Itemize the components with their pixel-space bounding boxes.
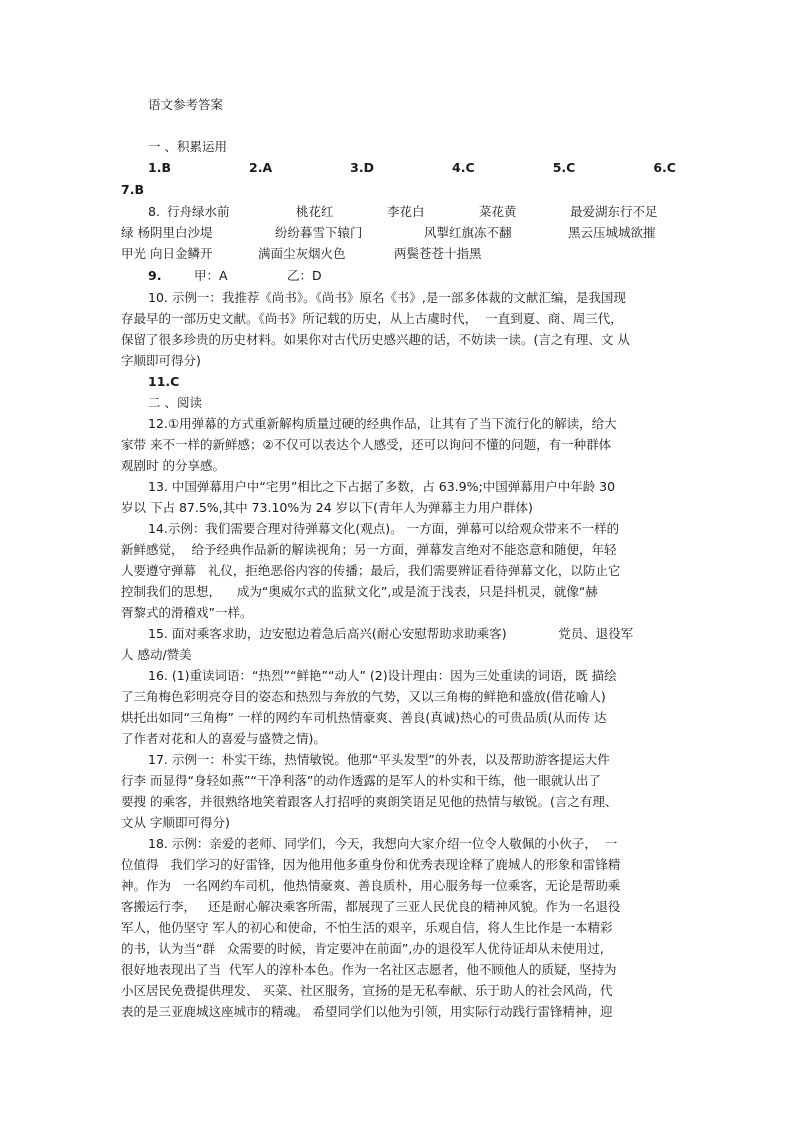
q18-line: 客搬运行李， 还是耐心解决乘客所需，都展现了三亚人民优良的精神风貌。作为一名退役 [121, 899, 621, 914]
q16-line: 16. (1)重读词语：“热烈”“鲜艳”“动人” (2)设计理由：因为三处重读的词语，既 描绘 [148, 668, 617, 683]
section-heading-1: 一 、积累运用 [148, 139, 227, 154]
q17-line: 行李 而显得“身轻如燕”“干净利落”的动作透露的是军人的朴实和干练，他一眼就认出了 [121, 773, 601, 788]
q8-item: 桃花红 [296, 204, 334, 219]
q8-item: 甲光 向日金鳞开 [121, 246, 213, 261]
q8-item: 两鬓苍苍十指黑 [394, 246, 482, 261]
answer-3: 3.D [350, 160, 374, 175]
q18-line: 很好地表现出了当 代军人的淳朴本色。作为一名社区志愿者，他不顾他人的质疑，坚持为 [121, 962, 617, 977]
answer-7: 7.B [121, 182, 144, 197]
q15-line: 人 感动/赞美 [121, 647, 192, 662]
q18-line: 表的是三亚鹿城这座城市的精魂。 希望同学们以他为引领，用实际行动践行雷锋精神，迎 [121, 1004, 613, 1019]
q14-line: 人要遵守弹幕 礼仪，拒绝恶俗内容的传播；最后，我们需要辨证看待弹幕文化，以防止它 [121, 563, 621, 578]
q18-line: 神。作为 一名网约车司机，他热情豪爽、善良质朴，用心服务每一位乘客，无论是帮助乘 [121, 878, 621, 893]
q8-item: 绿 杨阴里白沙堤 [121, 225, 213, 240]
q16-line: 烘托出如同“三角梅” 一样的网约车司机热情豪爽、善良(真诚)热心的可贵品质(从而传 达 [121, 710, 607, 725]
page-title: 语文参考答案 [148, 97, 224, 112]
q8-item: 满面尘灰烟火色 [258, 246, 346, 261]
q18-line: 18. 示例：亲爱的老师、同学们，今天，我想向大家介绍一位令人敬佩的小伙子， 一 [148, 836, 618, 851]
q10-line: 字顺即可得分) [121, 353, 201, 368]
answer-5: 5.C [552, 160, 576, 175]
answer-1: 1.B [148, 160, 171, 175]
q18-line: 小区居民免费提供理发、 买菜、社区服务，宣扬的是无私奉献、乐于助人的社会风尚，代 [121, 983, 613, 998]
answer-6: 6.C [653, 160, 676, 175]
q14-line: 胥黎式的滑稽戏”一样。 [121, 605, 253, 620]
mc-answers-row-1 [148, 158, 676, 178]
answer-2: 2.A [249, 160, 273, 175]
q10-line: 存最早的一部历史文献。《尚书》所记载的历史，从上古虞时代， 一直到夏、商、周三代， [121, 311, 623, 326]
q18-line: 的书，认为当“群 众需要的时候，肯定要冲在前面”,办的退役军人优待证却从未使用过, [121, 941, 604, 956]
q16-line: 了三角梅色彩明亮夺目的姿态和热烈与奔放的气势，又以三角梅的鲜艳和盛放(借花喻人) [121, 689, 606, 704]
answer-4: 4.C [452, 160, 475, 175]
q8-item: 黑云压城城欲摧 [568, 225, 656, 240]
q12-line: 家带 来不一样的新鲜感；②不仅可以表达个人感受，还可以询问不懂的问题，有一种群体 [121, 437, 612, 452]
q8-item: 纷纷暮雪下辕门 [275, 225, 363, 240]
q8-label: 8. [148, 204, 160, 219]
q11-answer: 11.C [148, 374, 180, 389]
q16-line: 了作者对花和人的喜爱与盛赞之情)。 [121, 731, 326, 746]
q17-line: 17. 示例一：朴实干练，热情敏锐。他那“平头发型”的外表，以及帮助游客提运大件 [148, 752, 610, 767]
q17-line: 文从 字顺即可得分) [121, 815, 230, 830]
q12-line: 观剧时 的分享感。 [121, 458, 225, 473]
q14-line: 新鲜感觉， 给予经典作品新的解读视角；另一方面，弹幕发言绝对不能恣意和随便，年轻 [121, 542, 617, 557]
q14-line: 14.示例：我们需要合理对待弹幕文化(观点)。 一方面，弹幕可以给观众带来不一样的 [148, 521, 620, 536]
q13-line: 13. 中国弹幕用户中“宅男”相比之下占据了多数，占 63.9%;中国弹幕用户中年龄 30 [148, 479, 616, 494]
q18-line: 军人，他仍坚守 军人的初心和使命，不怕生活的艰辛，乐观自信，将人生比作是一本精彩 [121, 920, 613, 935]
q8-item: 行舟绿水前 [167, 204, 230, 219]
q13-line: 岁以 下占 87.5%,其中 73.10%为 24 岁以下(青年人为弹幕主力用户群体) [121, 500, 533, 515]
q8-item: 菜花黄 [479, 204, 517, 219]
section-heading-2: 二 、阅读 [148, 395, 202, 410]
q10-line: 10. 示例一：我推荐《尚书》。《尚书》原名《书》,是一部多体裁的文献汇编，是我国现 [148, 290, 626, 305]
q14-line: 控制我们的思想， 成为“奥威尔式的监狱文化”,或是流于浅表，只是抖机灵，就像“赫 [121, 584, 598, 599]
q8-item: 李花白 [387, 204, 425, 219]
q17-line: 要搜 的乘客，并很熟络地笑着跟客人打招呼的爽朗笑语足见他的热情与敏锐。(言之有理、 [121, 794, 618, 809]
q8-item: 最爱湖东行不足 [570, 204, 658, 219]
q9-answer-b: 乙：D [287, 268, 322, 283]
q12-line: 12.①用弹幕的方式重新解构质量过硬的经典作品，让其有了当下流行化的解读，给大 [148, 416, 617, 431]
q8-item: 风掣红旗冻不翻 [424, 225, 512, 240]
q15-line: 15. 面对乘客求助，边安慰边着急后高兴(耐心安慰帮助求助乘客) 党员、退役军 [148, 626, 634, 641]
q9-answer-a: 甲：A [194, 268, 228, 283]
q9-label: 9. [148, 268, 162, 283]
q18-line: 位值得 我们学习的好雷锋，因为他用他多重身份和优秀表现诠释了鹿城人的形象和雷锋精 [121, 857, 621, 872]
q10-line: 保留了很多珍贵的历史材料。如果你对古代历史感兴趣的话，不妨读一读。(言之有理、文 从 [121, 332, 630, 347]
